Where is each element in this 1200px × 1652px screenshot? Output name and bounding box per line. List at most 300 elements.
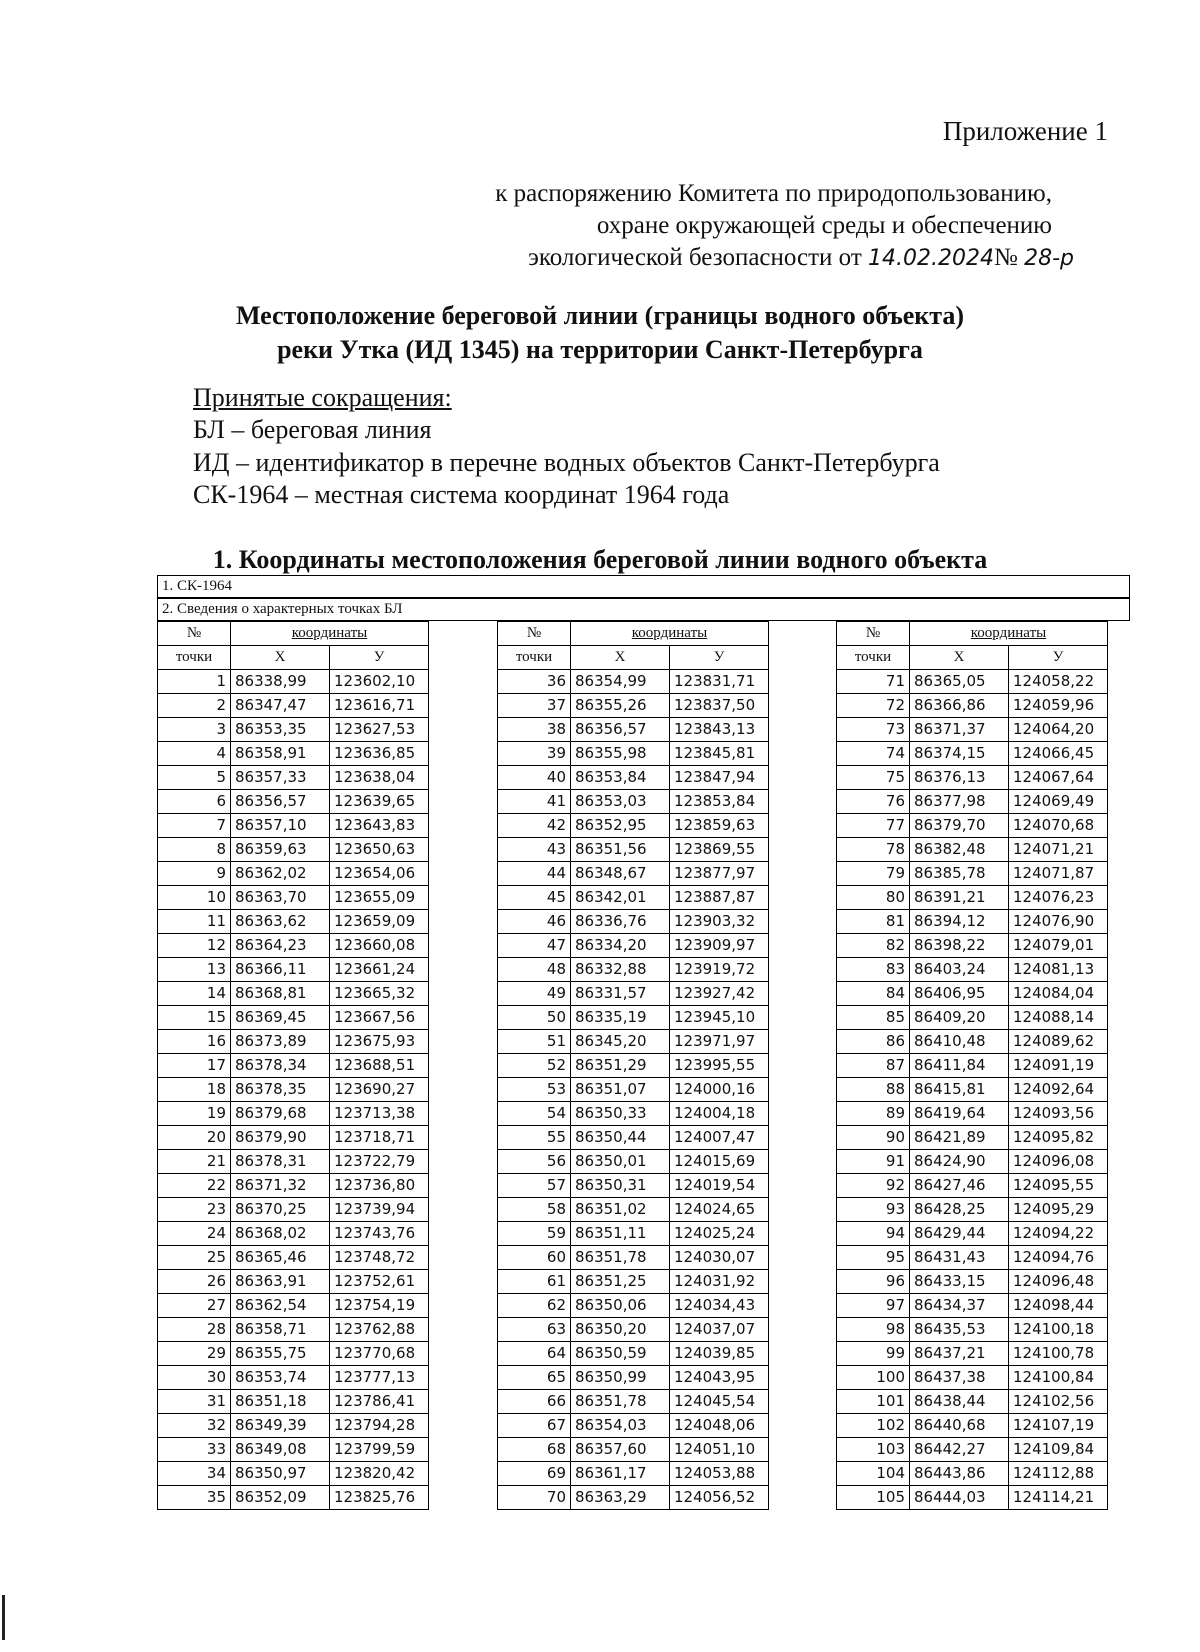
point-y: 124045,54 [670,1390,769,1414]
point-number: 87 [837,1054,910,1078]
point-y: 123688,51 [330,1054,429,1078]
point-number: 100 [837,1366,910,1390]
table-row [158,1270,429,1294]
point-y: 124058,22 [1009,670,1108,694]
coordinate-system-row: 1. СК-1964 [157,575,1130,598]
point-y: 124067,64 [1009,766,1108,790]
point-y: 124107,19 [1009,1414,1108,1438]
point-number: 84 [837,982,910,1006]
point-y: 123859,63 [670,814,769,838]
point-x: 86336,76 [571,910,670,934]
table-row [158,1150,429,1174]
table-row [837,1174,1108,1198]
table-row [837,1222,1108,1246]
point-x: 86345,20 [571,1030,670,1054]
point-y: 123752,61 [330,1270,429,1294]
table-row [837,1150,1108,1174]
table-row [837,862,1108,886]
table-row [158,718,429,742]
point-x: 86385,78 [910,862,1009,886]
point-y: 123853,84 [670,790,769,814]
point-number: 30 [158,1366,231,1390]
point-number: 104 [837,1462,910,1486]
point-y: 123887,87 [670,886,769,910]
point-number: 95 [837,1246,910,1270]
point-number: 41 [498,790,571,814]
point-y: 124076,90 [1009,910,1108,934]
point-y: 124004,18 [670,1102,769,1126]
point-number: 38 [498,718,571,742]
point-x: 86368,02 [231,1222,330,1246]
col-coordinates-header: координаты [231,622,429,646]
point-number: 93 [837,1198,910,1222]
point-x: 86350,33 [571,1102,670,1126]
point-x: 86406,95 [910,982,1009,1006]
table-row [158,1462,429,1486]
point-number: 9 [158,862,231,886]
point-x: 86350,44 [571,1126,670,1150]
point-x: 86434,37 [910,1294,1009,1318]
point-y: 123762,88 [330,1318,429,1342]
point-number: 1 [158,670,231,694]
col-number-header: № [837,622,910,646]
point-x: 86373,89 [231,1030,330,1054]
table-row [158,1102,429,1126]
table-row [837,1126,1108,1150]
point-x: 86350,01 [571,1150,670,1174]
point-x: 86398,22 [910,934,1009,958]
point-number: 102 [837,1414,910,1438]
point-number: 83 [837,958,910,982]
point-x: 86351,56 [571,838,670,862]
point-y: 124000,16 [670,1078,769,1102]
point-y: 124100,78 [1009,1342,1108,1366]
point-x: 86350,59 [571,1342,670,1366]
table-row [837,838,1108,862]
point-x: 86378,31 [231,1150,330,1174]
point-x: 86362,02 [231,862,330,886]
point-number: 47 [498,934,571,958]
point-y: 124071,21 [1009,838,1108,862]
table-row [837,694,1108,718]
point-y: 124092,64 [1009,1078,1108,1102]
point-x: 86351,29 [571,1054,670,1078]
point-x: 86350,20 [571,1318,670,1342]
point-y: 123743,76 [330,1222,429,1246]
col-x-header: X [571,646,670,670]
point-x: 86351,78 [571,1246,670,1270]
point-number: 28 [158,1318,231,1342]
table-row [158,790,429,814]
table-row [158,1318,429,1342]
abbreviation-item: БЛ – береговая линия [193,415,432,444]
table-row [158,862,429,886]
point-y: 124043,95 [670,1366,769,1390]
point-x: 86354,99 [571,670,670,694]
table-row [837,1006,1108,1030]
point-number: 103 [837,1438,910,1462]
point-number: 29 [158,1342,231,1366]
point-x: 86358,91 [231,742,330,766]
document-title-line-2: реки Утка (ИД 1345) на территории Санкт-Петербурга [277,335,923,364]
point-number: 62 [498,1294,571,1318]
table-row [498,1366,769,1390]
table-row [498,1294,769,1318]
point-number: 5 [158,766,231,790]
point-y: 123627,53 [330,718,429,742]
point-x: 86374,15 [910,742,1009,766]
point-number: 40 [498,766,571,790]
point-number: 23 [158,1198,231,1222]
point-x: 86357,60 [571,1438,670,1462]
point-y: 123736,80 [330,1174,429,1198]
point-number: 72 [837,694,910,718]
point-y: 123927,42 [670,982,769,1006]
point-y: 123616,71 [330,694,429,718]
table-row [158,1198,429,1222]
point-x: 86335,19 [571,1006,670,1030]
point-y: 124076,23 [1009,886,1108,910]
point-y: 124019,54 [670,1174,769,1198]
col-point-header: точки [837,646,910,670]
order-date: 14.02.2024 [868,246,994,271]
point-number: 17 [158,1054,231,1078]
point-y: 124091,19 [1009,1054,1108,1078]
point-y: 123602,10 [330,670,429,694]
order-number-label: № [993,244,1018,271]
table-row [158,1030,429,1054]
table-row [837,1342,1108,1366]
point-x: 86371,32 [231,1174,330,1198]
point-number: 63 [498,1318,571,1342]
point-x: 86350,06 [571,1294,670,1318]
order-ref-line-3 [528,244,1074,272]
col-x-header: X [231,646,330,670]
point-number: 57 [498,1174,571,1198]
point-number: 75 [837,766,910,790]
point-x: 86334,20 [571,934,670,958]
point-y: 123713,38 [330,1102,429,1126]
point-number: 101 [837,1390,910,1414]
table-row [498,1078,769,1102]
point-x: 86438,44 [910,1390,1009,1414]
table-row [498,1342,769,1366]
point-y: 124024,65 [670,1198,769,1222]
point-y: 124007,47 [670,1126,769,1150]
table-row [837,1270,1108,1294]
point-y: 123754,19 [330,1294,429,1318]
point-y: 124056,52 [670,1486,769,1510]
point-x: 86351,02 [571,1198,670,1222]
point-x: 86342,01 [571,886,670,910]
point-number: 8 [158,838,231,862]
point-y: 124100,84 [1009,1366,1108,1390]
table-row [837,910,1108,934]
point-number: 59 [498,1222,571,1246]
point-y: 124093,56 [1009,1102,1108,1126]
table-row [837,1054,1108,1078]
point-number: 7 [158,814,231,838]
col-coordinates-header: координаты [571,622,769,646]
point-x: 86351,11 [571,1222,670,1246]
section-title: 1. Координаты местоположения береговой линии водного объекта [212,545,988,574]
point-y: 124095,82 [1009,1126,1108,1150]
table-row [498,910,769,934]
point-number: 92 [837,1174,910,1198]
point-y: 124071,87 [1009,862,1108,886]
point-y: 124095,29 [1009,1198,1108,1222]
point-number: 90 [837,1126,910,1150]
point-x: 86368,81 [231,982,330,1006]
point-number: 61 [498,1270,571,1294]
point-y: 123659,09 [330,910,429,934]
point-x: 86355,75 [231,1342,330,1366]
point-x: 86356,57 [231,790,330,814]
point-x: 86433,15 [910,1270,1009,1294]
point-number: 42 [498,814,571,838]
table-row [837,1390,1108,1414]
col-point-header: точки [498,646,571,670]
point-x: 86355,98 [571,742,670,766]
point-y: 124069,49 [1009,790,1108,814]
table-row [158,1414,429,1438]
point-number: 64 [498,1342,571,1366]
point-x: 86350,97 [231,1462,330,1486]
table-row [158,670,429,694]
table-row [498,1246,769,1270]
point-number: 55 [498,1126,571,1150]
point-number: 6 [158,790,231,814]
point-number: 56 [498,1150,571,1174]
table-row [158,1054,429,1078]
point-x: 86379,70 [910,814,1009,838]
point-x: 86363,62 [231,910,330,934]
table-row [158,910,429,934]
point-x: 86351,18 [231,1390,330,1414]
point-number: 39 [498,742,571,766]
point-x: 86353,03 [571,790,670,814]
table-row [837,1030,1108,1054]
point-number: 53 [498,1078,571,1102]
point-y: 124089,62 [1009,1030,1108,1054]
point-number: 67 [498,1414,571,1438]
table-row [158,1078,429,1102]
point-number: 82 [837,934,910,958]
table-row [837,1294,1108,1318]
table-row [837,1078,1108,1102]
point-x: 86376,13 [910,766,1009,790]
table-row [158,1246,429,1270]
table-row [158,934,429,958]
point-x: 86411,84 [910,1054,1009,1078]
point-y: 123831,71 [670,670,769,694]
col-y-header: У [1009,646,1108,670]
point-y: 123667,56 [330,1006,429,1030]
point-number: 11 [158,910,231,934]
point-x: 86410,48 [910,1030,1009,1054]
point-x: 86370,25 [231,1198,330,1222]
table-row [837,1198,1108,1222]
appendix-label: Приложение 1 [942,116,1108,146]
table-row [158,694,429,718]
table-row [158,1438,429,1462]
point-y: 123971,97 [670,1030,769,1054]
point-number: 76 [837,790,910,814]
point-y: 123799,59 [330,1438,429,1462]
point-y: 123722,79 [330,1150,429,1174]
table-row [498,862,769,886]
point-x: 86353,84 [571,766,670,790]
point-number: 60 [498,1246,571,1270]
point-number: 13 [158,958,231,982]
point-y: 124034,43 [670,1294,769,1318]
point-number: 48 [498,958,571,982]
point-number: 35 [158,1486,231,1510]
table-row [498,694,769,718]
point-y: 124095,55 [1009,1174,1108,1198]
table-row [837,1486,1108,1510]
point-x: 86377,98 [910,790,1009,814]
table-row [498,1102,769,1126]
point-x: 86442,27 [910,1438,1009,1462]
point-number: 24 [158,1222,231,1246]
point-y: 123837,50 [670,694,769,718]
table-row [837,1366,1108,1390]
point-x: 86362,54 [231,1294,330,1318]
point-y: 123770,68 [330,1342,429,1366]
table-row [498,790,769,814]
point-x: 86350,99 [571,1366,670,1390]
table-row [837,1246,1108,1270]
point-y: 123739,94 [330,1198,429,1222]
point-y: 124048,06 [670,1414,769,1438]
point-number: 80 [837,886,910,910]
table-row [498,670,769,694]
point-number: 54 [498,1102,571,1126]
point-y: 123660,08 [330,934,429,958]
order-number: 28-р [1024,246,1074,271]
point-y: 123909,97 [670,934,769,958]
table-row [158,1366,429,1390]
point-x: 86338,99 [231,670,330,694]
point-x: 86365,05 [910,670,1009,694]
point-y: 124025,24 [670,1222,769,1246]
point-x: 86365,46 [231,1246,330,1270]
point-number: 16 [158,1030,231,1054]
point-y: 123638,04 [330,766,429,790]
point-number: 52 [498,1054,571,1078]
point-y: 123995,55 [670,1054,769,1078]
point-number: 15 [158,1006,231,1030]
point-x: 86363,29 [571,1486,670,1510]
point-y: 124066,45 [1009,742,1108,766]
point-y: 124079,01 [1009,934,1108,958]
points-info-row: 2. Сведения о характерных точках БЛ [157,598,1130,621]
point-x: 86403,24 [910,958,1009,982]
point-y: 124114,21 [1009,1486,1108,1510]
table-row [498,1126,769,1150]
point-x: 86331,57 [571,982,670,1006]
point-number: 68 [498,1438,571,1462]
point-number: 36 [498,670,571,694]
point-number: 51 [498,1030,571,1054]
point-y: 124015,69 [670,1150,769,1174]
table-row [498,1006,769,1030]
point-number: 81 [837,910,910,934]
point-number: 33 [158,1438,231,1462]
table-row [158,982,429,1006]
point-y: 124094,76 [1009,1246,1108,1270]
point-number: 105 [837,1486,910,1510]
point-y: 124100,18 [1009,1318,1108,1342]
table-row [158,1126,429,1150]
point-y: 123690,27 [330,1078,429,1102]
point-number: 58 [498,1198,571,1222]
point-x: 86348,67 [571,862,670,886]
point-y: 124059,96 [1009,694,1108,718]
table-row [158,886,429,910]
point-y: 123919,72 [670,958,769,982]
point-x: 86382,48 [910,838,1009,862]
point-y: 123903,32 [670,910,769,934]
point-x: 86357,10 [231,814,330,838]
point-y: 123820,42 [330,1462,429,1486]
abbreviations-heading: Принятые сокращения: [193,383,452,412]
point-number: 25 [158,1246,231,1270]
point-number: 22 [158,1174,231,1198]
table-row [498,934,769,958]
point-number: 49 [498,982,571,1006]
table-row [498,838,769,862]
point-number: 96 [837,1270,910,1294]
point-number: 37 [498,694,571,718]
point-x: 86350,31 [571,1174,670,1198]
point-number: 74 [837,742,910,766]
point-number: 91 [837,1150,910,1174]
table-row [837,982,1108,1006]
point-x: 86352,09 [231,1486,330,1510]
table-row [498,1150,769,1174]
table-row [158,1006,429,1030]
point-x: 86378,35 [231,1078,330,1102]
point-x: 86351,25 [571,1270,670,1294]
points-table [836,621,1108,1510]
table-row [837,1462,1108,1486]
point-number: 85 [837,1006,910,1030]
point-y: 123661,24 [330,958,429,982]
table-row [837,814,1108,838]
point-x: 86355,26 [571,694,670,718]
point-number: 4 [158,742,231,766]
point-y: 123643,83 [330,814,429,838]
point-number: 78 [837,838,910,862]
point-y: 124037,07 [670,1318,769,1342]
table-row [498,1198,769,1222]
point-y: 123636,85 [330,742,429,766]
point-y: 123675,93 [330,1030,429,1054]
table-row [158,838,429,862]
point-x: 86349,39 [231,1414,330,1438]
table-row [498,1270,769,1294]
table-row [498,982,769,1006]
abbreviation-item: ИД – идентификатор в перечне водных объектов Санкт-Петербурга [193,448,940,477]
point-y: 123825,76 [330,1486,429,1510]
table-row [837,790,1108,814]
table-row [498,1318,769,1342]
table-row [158,1294,429,1318]
col-x-header: X [910,646,1009,670]
point-x: 86440,68 [910,1414,1009,1438]
